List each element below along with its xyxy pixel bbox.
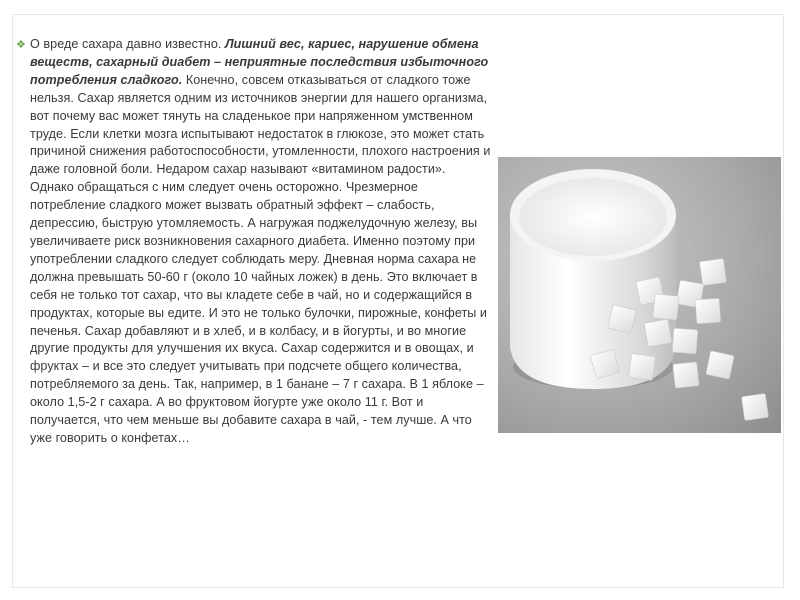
body-text: Конечно, совсем отказываться от сладкого тоже нельзя. Сахар является одним из источников энергии для нашего организма, вот почему вас может тянуть на сладенькое при напряженном умственном труде. Если клетки мозга испытывают недостаток в глюкозе, это может стать причиной снижения работоспособности, утомленности, плохого настроения и даже головной боли. Недаром сахар называют «витамином радости». Однако обращаться с ним следует очень осторожно. Чрезмерное потребление сладкого может вызвать обратный эффект – слабость, депрессию, быструю утомляемость. А нагружая поджелудочную железу, вы увеличиваете риск возникновения сахарного диабета. Именно поэтому при употреблении сладкого следует соблюдать меру. Дневная норма сахара не должна превышать 50-60 г (около 10 чайных ложек) в день. Это включает в себя не только тот сахар, что вы кладете себе в чай, но и содержащийся в продуктах, которые вы едите. И это не только булочки, пирожные, конфеты и печенья. Сахар добавляют и в хлеб, и в колбасу, и в йогурты, и во многие другие продукты для улучшения их вкуса. Сахар содержится и в овощах, и фруктах – и все это следует учитывать при подсчете общего количества, потребляемого за день. Так, например, в 1 банане – 7 г сахара. В 1 яблоке – около 1,5-2 г сахара. А во фруктовом йогурте уже около 11 г. Вот и получается, что чем меньше вы добавите сахара в чай, - тем лучше. А что уже говорить о конфетах… (30, 72, 491, 445)
article-paragraph (30, 36, 492, 448)
sugar-bowl-and-cubes-image (498, 157, 781, 433)
highlight-consequences: Лишний вес, кариес, нарушение обмена веществ, сахарный диабет – неприятные последствия избыточного потребления сладкого. (30, 37, 489, 87)
sugar-photo (498, 157, 781, 433)
intro-sentence: О вреде сахара давно известно. (30, 37, 225, 51)
bullet-marker-icon: ❖ (16, 39, 26, 51)
article-text (16, 36, 492, 448)
